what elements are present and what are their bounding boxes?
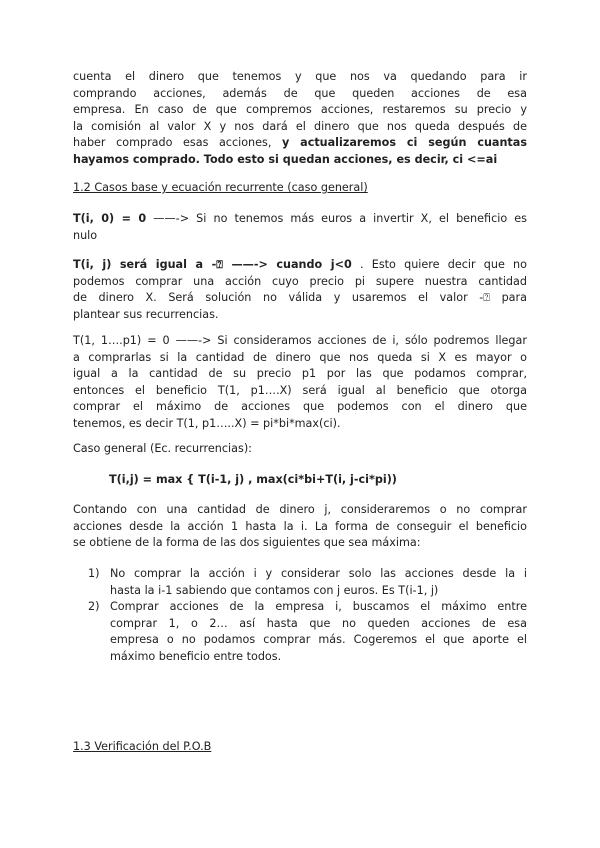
section-heading-1-3: 1.3 Verificación del P.O.B xyxy=(73,740,212,753)
text-line: cuenta el dinero que tenemos y que nos va quedando para ir xyxy=(73,70,527,83)
base-case-3: T(1, 1….p1) = 0 ——-> Si consideramos acciones de i, sólo podremos llegar a comprarlas si la cantidad de dinero que nos queda si X es mayor o igual a la cantidad de su precio p1 por las que podamos comprar, entonces el beneficio T(1, p1….X) será igual al beneficio que otorga comprar el máximo de acciones que podemos con el dinero que tenemos, es decir T(1, p1…..X) = pi*bi*max(ci). xyxy=(73,334,527,430)
recurrence-formula: T(i,j) = max { T(i-1, j) , max(ci*bi+T(i, j-ci*pi)) xyxy=(109,473,397,486)
base-case-1: T(i, 0) = 0 ——-> Si no tenemos más euros a invertir X, el beneficio es nulo xyxy=(73,212,527,242)
text-line: empresa. En caso de que compremos acciones, restaremos su precio y xyxy=(73,103,527,116)
text-line: haber comprado esas acciones, y actualizaremos ci según cuantas xyxy=(73,136,527,149)
paragraph-intro xyxy=(73,69,527,168)
section-heading-1-2: 1.2 Casos base y ecuación recurrente (caso general) xyxy=(73,181,368,194)
paragraph-explanation: Contando con una cantidad de dinero j, consideraremos o no comprar acciones desde la acción 1 hasta la i. La forma de conseguir el beneficio se obtiene de la forma de las dos siguientes que sea máxima: xyxy=(73,503,527,549)
text-line: la comisión al valor X y nos dará el dinero que nos queda después de xyxy=(73,119,527,133)
base-case-2: T(i, j) será igual a -⍰ ——-> cuando j<0 . Esto quiere decir que no podemos comprar una acción cuyo precio pi supere nuestra cantidad de dinero X. Será solución no válida y usaremos el valor -⍰ para plantear sus recurrencias. xyxy=(73,258,527,321)
general-case-label: Caso general (Ec. recurrencias): xyxy=(73,442,252,455)
options-list xyxy=(73,566,527,665)
text-line: comprando acciones, además de que queden acciones de esa xyxy=(73,86,527,100)
list-item: 1) No comprar la acción i y considerar solo las acciones desde la i hasta la i-1 sabiendo que contamos con j euros. Es T(i-1, j) xyxy=(88,567,527,597)
text-line: hayamos comprado. Todo esto si quedan acciones, es decir, ci <=ai xyxy=(73,152,498,166)
list-item: 2) Comprar acciones de la empresa i, buscamos el máximo entre comprar 1, o 2… así hasta que no queden acciones de esa empresa o no podamos comprar más. Cogeremos el que aporte el máximo beneficio entre todos. xyxy=(88,600,527,663)
